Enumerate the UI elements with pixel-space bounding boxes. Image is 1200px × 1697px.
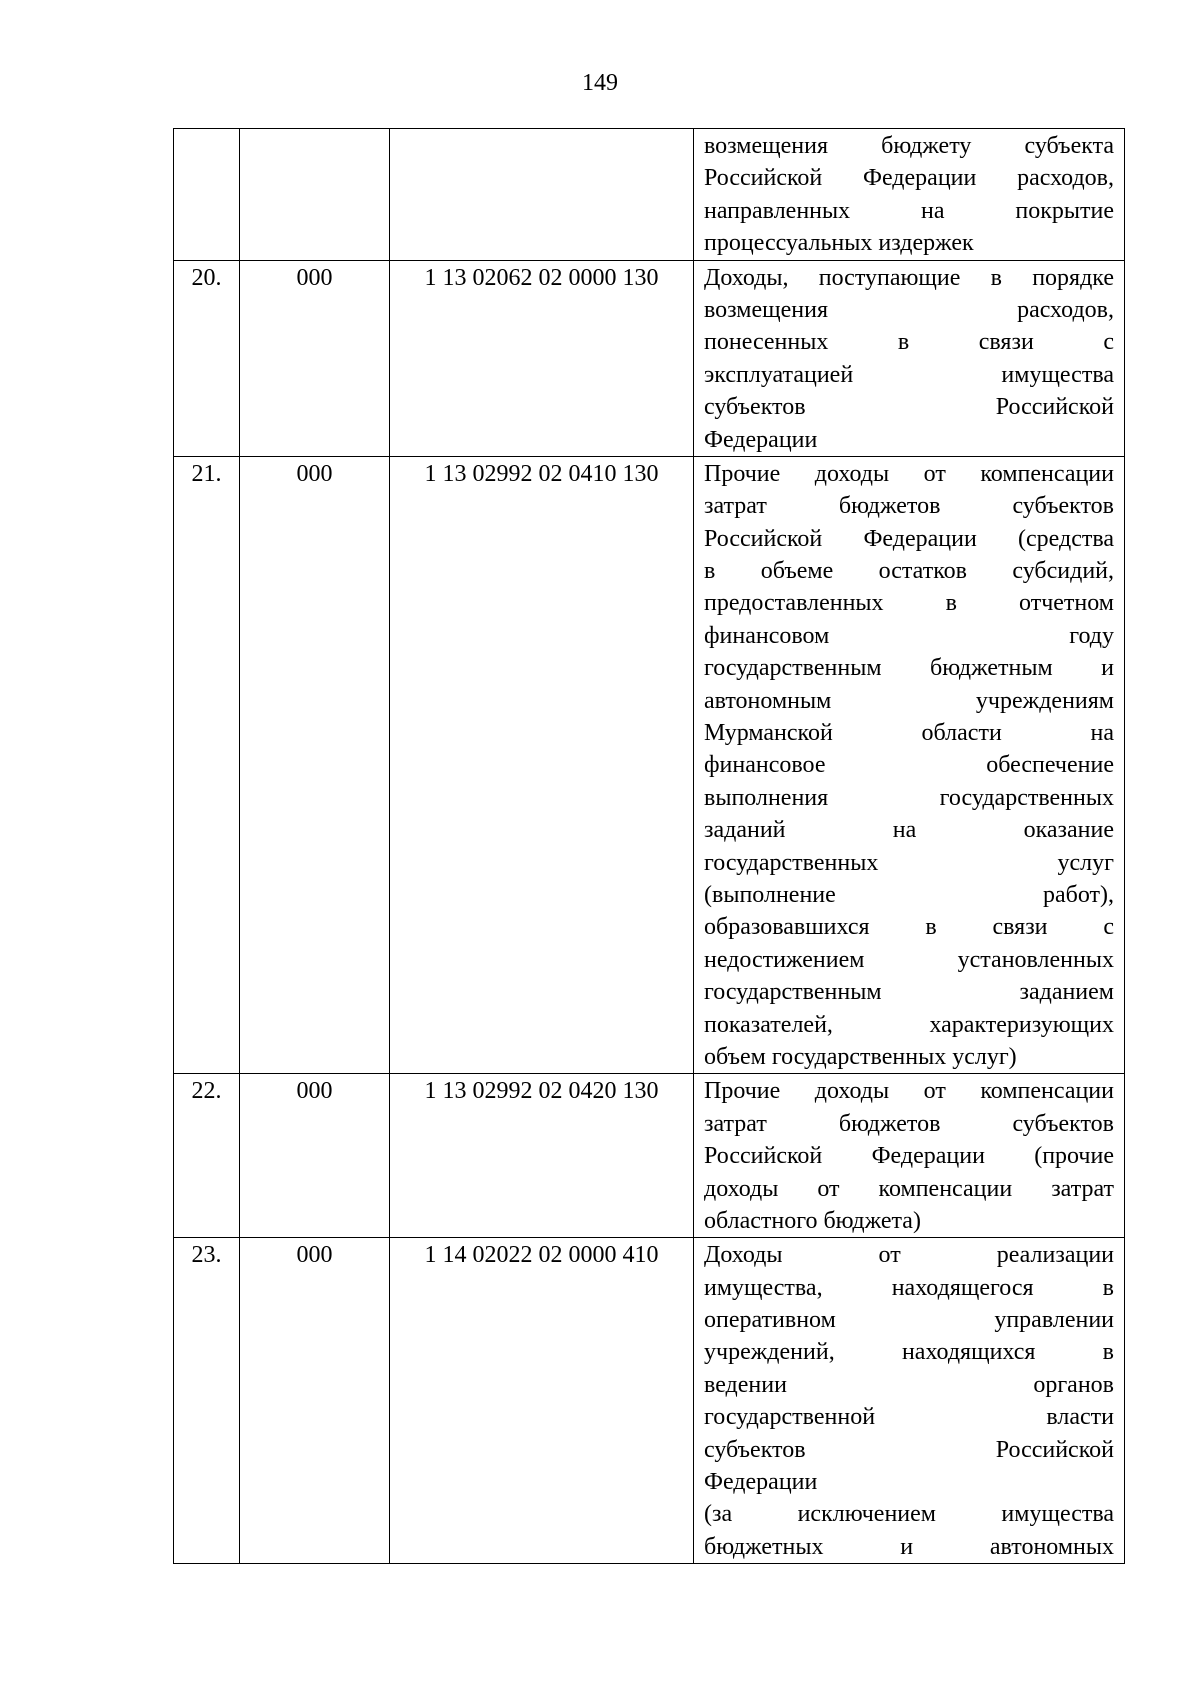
description-line: Федерации <box>704 426 818 453</box>
description-line: заданий на оказание <box>704 817 1114 844</box>
description-line: субъектов Российской <box>704 394 1114 421</box>
description-line: Федерации <box>704 1469 818 1496</box>
description-line: затрат бюджетов субъектов <box>704 1110 1114 1137</box>
description-line: государственным заданием <box>704 979 1114 1006</box>
budget-classification-code-cell: 1 13 02062 02 0000 130 <box>390 260 694 456</box>
revenue-description-cell <box>694 1238 1125 1564</box>
administrator-code-cell: 000 <box>240 1238 390 1564</box>
row-number-cell <box>174 129 240 261</box>
description-line: образовавшихся в связи с <box>704 914 1114 941</box>
description-line: субъектов Российской <box>704 1436 1114 1463</box>
description-line: направленных на покрытие <box>704 197 1114 224</box>
table-row <box>174 260 1125 456</box>
description-line: государственной власти <box>704 1404 1114 1431</box>
description-line: предоставленных в отчетном <box>704 590 1114 617</box>
budget-classification-code-cell: 1 13 02992 02 0410 130 <box>390 456 694 1073</box>
description-line: финансовом году <box>704 622 1114 649</box>
description-line: государственным бюджетным и <box>704 655 1114 682</box>
table-body <box>174 129 1125 1564</box>
description-line: возмещения бюджету субъекта <box>704 133 1114 159</box>
description-line: Российской Федерации расходов, <box>704 165 1114 192</box>
revenue-description-cell <box>694 260 1125 456</box>
description-line: в объеме остатков субсидий, <box>704 558 1114 585</box>
administrator-code-cell <box>240 129 390 261</box>
row-number-cell: 23. <box>174 1238 240 1564</box>
description-line: имущества, находящегося в <box>704 1274 1114 1301</box>
row-number-cell: 22. <box>174 1074 240 1238</box>
table-row <box>174 1074 1125 1238</box>
description-line: финансовое обеспечение <box>704 752 1114 779</box>
description-line: ведении органов <box>704 1371 1114 1398</box>
row-number-cell: 21. <box>174 456 240 1073</box>
description-line: показателей, характеризующих <box>704 1011 1114 1038</box>
description-line: Доходы от реализации <box>704 1242 1114 1269</box>
description-line: доходы от компенсации затрат <box>704 1175 1114 1202</box>
description-line: Прочие доходы от компенсации <box>704 460 1114 487</box>
description-line: эксплуатацией имущества <box>704 361 1114 388</box>
budget-classification-code-cell: 1 14 02022 02 0000 410 <box>390 1238 694 1564</box>
description-line: недостижением установленных <box>704 946 1114 973</box>
revenue-description-cell <box>694 456 1125 1073</box>
administrator-code-cell: 000 <box>240 456 390 1073</box>
revenue-codes-table <box>173 128 1125 1564</box>
table-row <box>174 1238 1125 1564</box>
description-line: процессуальных издержек <box>704 230 974 257</box>
description-line: возмещения расходов, <box>704 296 1114 323</box>
description-line: Мурманской области на <box>704 720 1114 747</box>
revenue-description-cell <box>694 1074 1125 1238</box>
table-row <box>174 129 1125 261</box>
description-line: выполнения государственных <box>704 784 1114 811</box>
budget-classification-code-cell: 1 13 02992 02 0420 130 <box>390 1074 694 1238</box>
description-line: областного бюджета) <box>704 1207 921 1234</box>
description-line: государственных услуг <box>704 849 1114 876</box>
description-line: автономным учреждениям <box>704 687 1114 714</box>
description-line: Доходы, поступающие в порядке <box>704 264 1114 291</box>
description-line: учреждений, находящихся в <box>704 1339 1114 1366</box>
administrator-code-cell: 000 <box>240 1074 390 1238</box>
description-line: понесенных в связи с <box>704 329 1114 356</box>
description-line: Российской Федерации (прочие <box>704 1143 1114 1170</box>
page-number: 149 <box>582 70 618 96</box>
description-line: (выполнение работ), <box>704 881 1114 908</box>
description-line: (за исключением имущества <box>704 1501 1114 1528</box>
description-line: бюджетных и автономных <box>704 1533 1114 1560</box>
description-line: Прочие доходы от компенсации <box>704 1078 1114 1105</box>
description-line: затрат бюджетов субъектов <box>704 493 1114 520</box>
table-row <box>174 456 1125 1073</box>
description-line: объем государственных услуг) <box>704 1043 1017 1070</box>
description-line: Российской Федерации (средства <box>704 525 1114 552</box>
administrator-code-cell: 000 <box>240 260 390 456</box>
description-line: оперативном управлении <box>704 1307 1114 1334</box>
row-number-cell: 20. <box>174 260 240 456</box>
revenue-description-cell <box>694 129 1125 261</box>
budget-classification-code-cell <box>390 129 694 261</box>
